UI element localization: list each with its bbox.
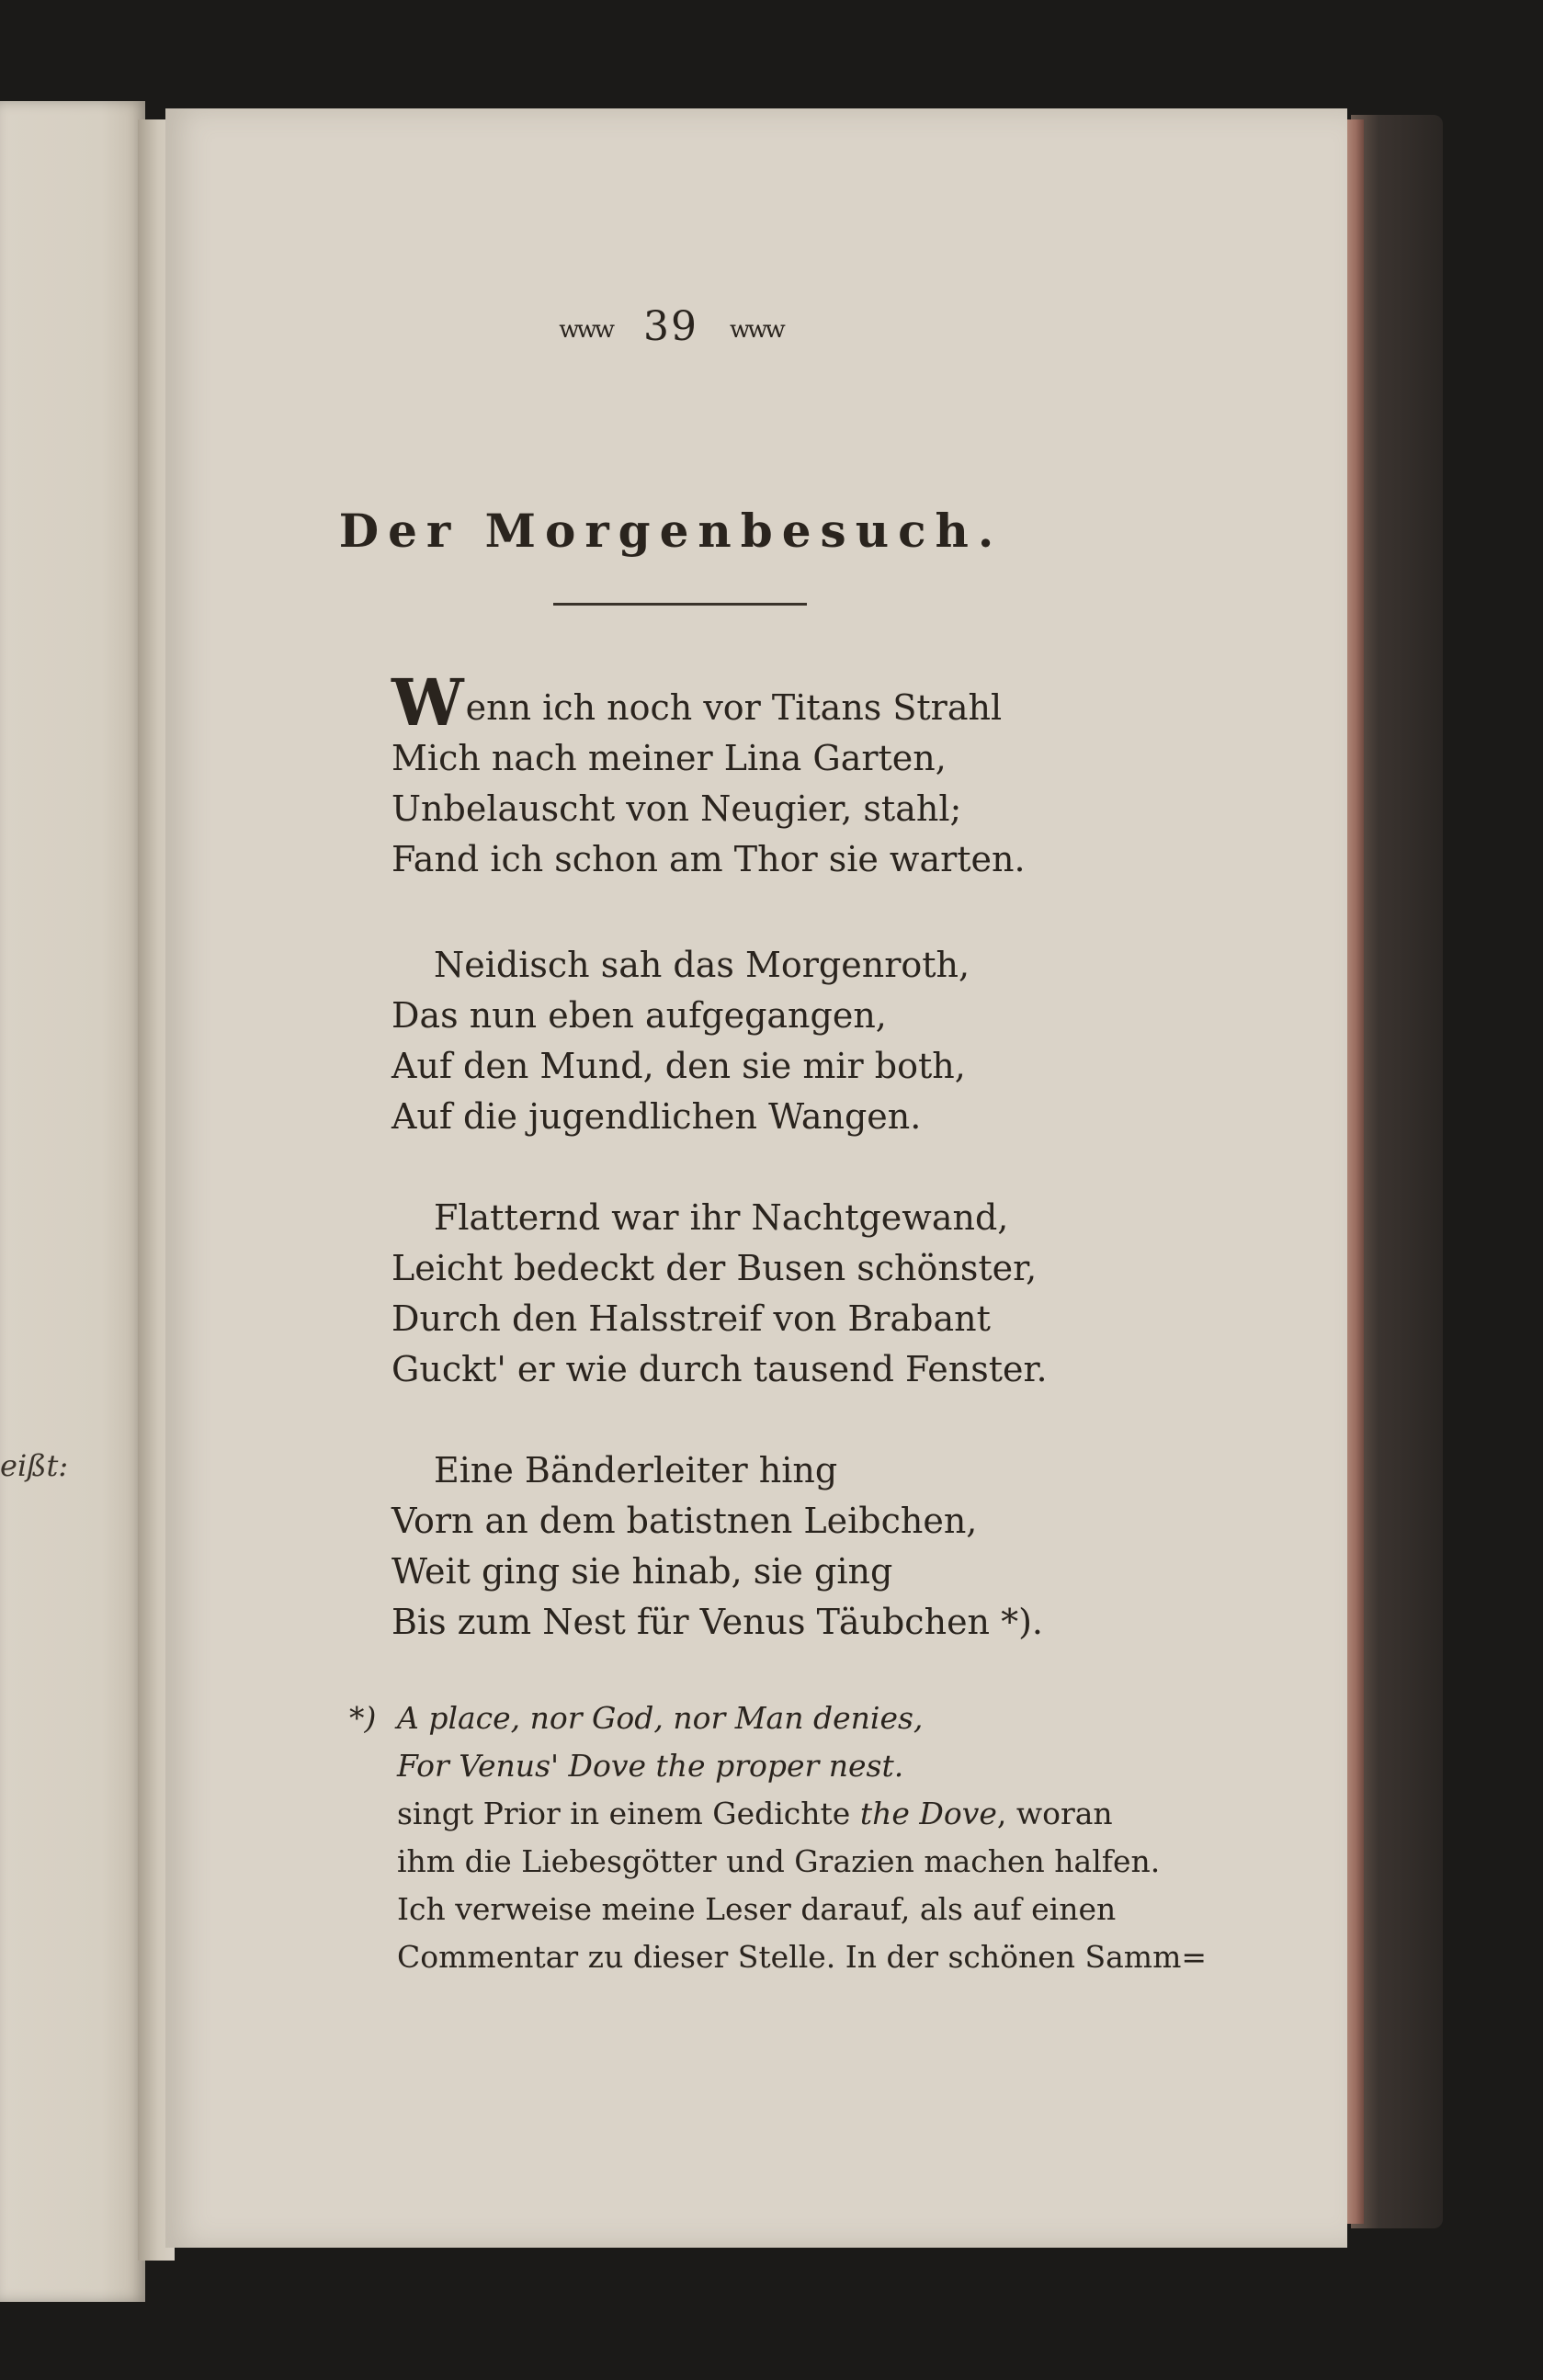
footnote-text: singt Prior in einem Gedichte xyxy=(397,1796,860,1831)
footnote xyxy=(349,1694,1207,1981)
footnote-mark: *) xyxy=(349,1700,377,1736)
footnote-line: ihm die Liebesgötter und Grazien machen halfen. xyxy=(397,1843,1161,1879)
verse-line: Flatternd war ihr Nachtgewand, xyxy=(434,1197,1009,1238)
running-head xyxy=(165,303,1176,350)
verse-line: Neidisch sah das Morgenroth, xyxy=(434,945,970,985)
footnote-title: the Dove xyxy=(859,1796,997,1831)
poem-title: Der Morgenbesuch. xyxy=(338,504,1004,558)
verse-line xyxy=(391,664,1026,741)
ornament-dash-left: ᴡᴡᴡ xyxy=(559,315,612,344)
verse-line: Guckt' er wie durch tausend Fenster. xyxy=(391,1349,1048,1389)
ornament-dash-right: ᴡᴡᴡ xyxy=(730,315,783,344)
verse-line: Das nun eben aufgegangen, xyxy=(391,995,887,1036)
page-number: 39 xyxy=(643,303,698,350)
left-page-edge xyxy=(0,101,145,2302)
title-rule xyxy=(553,603,807,606)
verse-line-text: enn ich noch vor Titans Strahl xyxy=(465,687,1003,728)
verse-line: Unbelauscht von Neugier, stahl; xyxy=(391,788,962,829)
footnote-text: , woran xyxy=(996,1796,1113,1831)
verse-line: Auf den Mund, den sie mir both, xyxy=(391,1046,966,1086)
footnote-line: Ich verweise meine Leser darauf, als auf einen xyxy=(397,1891,1117,1927)
verse-line: Leicht bedeckt der Busen schönster, xyxy=(391,1248,1038,1288)
stanza-4 xyxy=(391,1445,1043,1648)
stanza-1 xyxy=(391,664,1026,885)
footnote-line: For Venus' Dove the proper nest. xyxy=(397,1748,904,1784)
drop-cap: W xyxy=(391,664,464,741)
footnote-line xyxy=(349,1790,1207,1838)
verse-line: Auf die jugendlichen Wangen. xyxy=(391,1096,922,1137)
footnote-line: Commentar zu dieser Stelle. In der schönen Samm= xyxy=(397,1939,1208,1975)
verse-line: Durch den Halsstreif von Brabant xyxy=(391,1298,991,1339)
verse-line: Vorn an dem batistnen Leibchen, xyxy=(391,1501,978,1541)
book-cover-edge xyxy=(1351,115,1443,2228)
verse-line: Fand ich schon am Thor sie warten. xyxy=(391,839,1026,879)
footnote-quote: A place, nor God, nor Man denies, xyxy=(397,1700,924,1736)
footnote-line xyxy=(349,1694,1207,1742)
verse-line: Bis zum Nest für Venus Täubchen *). xyxy=(391,1602,1044,1642)
right-page xyxy=(165,108,1347,2248)
stanza-3 xyxy=(391,1193,1048,1395)
verse-line: Eine Bänderleiter hing xyxy=(434,1450,838,1490)
verse-line: Weit ging sie hinab, sie ging xyxy=(391,1551,893,1592)
stanza-2 xyxy=(391,940,970,1142)
left-page-fragment: eißt: xyxy=(0,1448,69,1483)
verse-line: Mich nach meiner Lina Garten, xyxy=(391,738,947,778)
